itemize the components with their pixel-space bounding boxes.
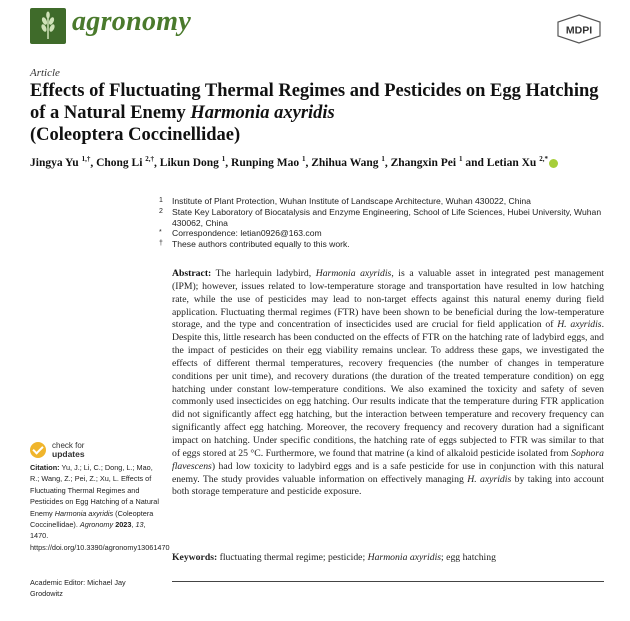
affiliation-mark: 2 (159, 207, 163, 215)
author-affil: 2,† (145, 155, 155, 163)
author[interactable]: Chong Li (96, 156, 143, 169)
citation-species: Harmonia axyridis (54, 508, 114, 518)
abstract-text: . Despite this, little research has been conducted on the effects of FTR on the hatching rate of ladybird eggs, and the impact of pesticides on their egg viability remains unclear. To address these gaps, we investigated the effects of different thermal temperatures, recovery frequencies (the number of changes in temperature conditions per unit time), and recovery durations (the duration of the treated temperature condition) on egg hatching under constant low-temperature conditions. We also examined the toxicity and safety of seven commonly used insecticides on egg hatching. Our results indicate that the temperature during FTR application did not significantly affect egg hatching, but the interaction between temperature and recovery frequency can significantly affect egg hatching. Moreover, the recovery frequency and recovery duration had a significant impact on hatching. Under specific conditions, the hatching rate of eggs subjected to FTR was similar to that of eggs stored at 25 °C. Furthermore, we found that matrine (a kind of alkaloid pesticide isolated from (172, 319, 604, 459)
orcid-icon[interactable] (549, 159, 558, 168)
affiliations (159, 196, 602, 250)
affiliation-text: State Key Laboratory of Biocatalysis and Enzyme Engineering, School of Life Sciences, Hubei University, Wuhan 430062, China (172, 206, 602, 228)
wheat-icon (30, 8, 66, 44)
academic-editor: Academic Editor: Michael Jay Grodowitz (30, 578, 126, 599)
journal-logo (30, 8, 66, 44)
mdpi-logo[interactable] (556, 14, 602, 44)
author-affil: 1 (381, 155, 385, 163)
affiliation-item (159, 196, 602, 207)
title-tail: (Coleoptera Coccinellidae) (30, 125, 241, 145)
title-species: Harmonia axyridis (190, 103, 335, 123)
abstract-species: Harmonia axyridis (315, 268, 392, 279)
author-sep: , (384, 156, 391, 169)
author-sep: , (90, 156, 97, 169)
abstract-text: , is a valuable asset in integrated pest management (IPM); however, issues related to low-temperature storage and transportation have resulted in low hatching rate, while the use of pesticides may lead to non-target effects against this natural enemy during field application. Fluctuating thermal regimes (FTR) have been shown to be beneficial during the low-temperature storage, and the type and concentration of insecticides used are crucial for field application of (172, 268, 604, 331)
keywords-divider (172, 581, 604, 582)
author-affil: 1 (221, 155, 226, 163)
mdpi-label: MDPI (565, 24, 593, 37)
affiliation-text: These authors contributed equally to this work. (172, 239, 350, 250)
mdpi-hexagon-icon (556, 14, 602, 44)
keywords-species: Harmonia axyridis (367, 552, 442, 563)
abstract-text: by taking into account both storage temperature and pesticide exposure. (172, 473, 604, 498)
author-affil: 1 (458, 155, 463, 163)
author-affil: 1 (301, 155, 306, 163)
title-main: Effects of Fluctuating Thermal Regimes and Pesticides on Egg Hatching of a Natural Enemy (30, 81, 599, 123)
keywords-text: fluctuating thermal regime; pesticide; (217, 552, 368, 563)
affiliation-item (159, 239, 602, 250)
correspondence-text[interactable]: Correspondence: letian0926@163.com (172, 228, 322, 239)
affiliation-item (159, 228, 602, 239)
author-sep: , (225, 156, 232, 169)
affiliation-text: Institute of Plant Protection, Wuhan Institute of Landscape Architecture, Wuhan 430022, China (172, 196, 531, 206)
keywords-label: Keywords: (172, 552, 218, 563)
abstract-text: The harlequin ladybird, (211, 268, 316, 279)
keywords-text: ; egg hatching (441, 552, 496, 563)
author-affil: 1,† (81, 155, 91, 163)
check-updates-icon (30, 442, 46, 458)
author[interactable]: Likun Dong (159, 156, 219, 169)
abstract (172, 268, 604, 499)
author[interactable]: Runping Mao (231, 156, 300, 169)
author-sep: and (462, 156, 487, 169)
citation-text: , (131, 520, 136, 530)
citation-year: 2023 (115, 520, 132, 530)
journal-name[interactable]: agronomy (72, 6, 192, 37)
author-sep: , (154, 156, 160, 169)
citation-label: Citation: (30, 463, 60, 472)
author[interactable]: Zhihua Wang (311, 156, 379, 169)
citation (30, 462, 170, 553)
affiliation-mark: 1 (159, 197, 163, 204)
article-title (30, 80, 605, 146)
abstract-species: H. axyridis (557, 319, 602, 331)
author-affil: 2,* (539, 155, 548, 163)
affiliation-item (159, 206, 602, 229)
article-type: Article (30, 67, 60, 79)
citation-volume: 13 (135, 520, 144, 530)
citation-text: (Coleoptera Coccinellidae). (30, 508, 154, 530)
abstract-species: H. axyridis (467, 473, 512, 485)
abstract-species: Sophora flavescens (172, 447, 604, 472)
citation-doi[interactable]: , 1470. https://doi.org/10.3390/agronomy13061470 (30, 520, 170, 552)
author[interactable]: Jingya Yu (30, 156, 79, 169)
author[interactable]: Zhangxin Pei (390, 156, 457, 169)
abstract-label: Abstract: (172, 268, 212, 279)
check-updates-line2: updates (52, 449, 85, 459)
keywords (172, 552, 604, 563)
citation-text: Yu, J.; Li, C.; Dong, L.; Mao, R.; Wang, Z.; Pei, Z.; Xu, L. Effects of Fluctuating Thermal Regimes and Pesticides on Egg Hatching of a Natural Enemy (30, 463, 159, 518)
author-sep: , (305, 156, 312, 169)
affiliation-mark: * (159, 229, 162, 237)
citation-journal: Agronomy (79, 520, 114, 530)
author[interactable]: Letian Xu (486, 156, 537, 169)
check-updates-line1: check for (52, 441, 85, 450)
author-list (30, 155, 620, 169)
affiliation-mark: † (159, 240, 163, 248)
abstract-text: ) had low toxicity to ladybird eggs and is a safe pesticide for use in conjunction with this natural enemy. The study provides valuable information on effectively managing (172, 460, 604, 485)
